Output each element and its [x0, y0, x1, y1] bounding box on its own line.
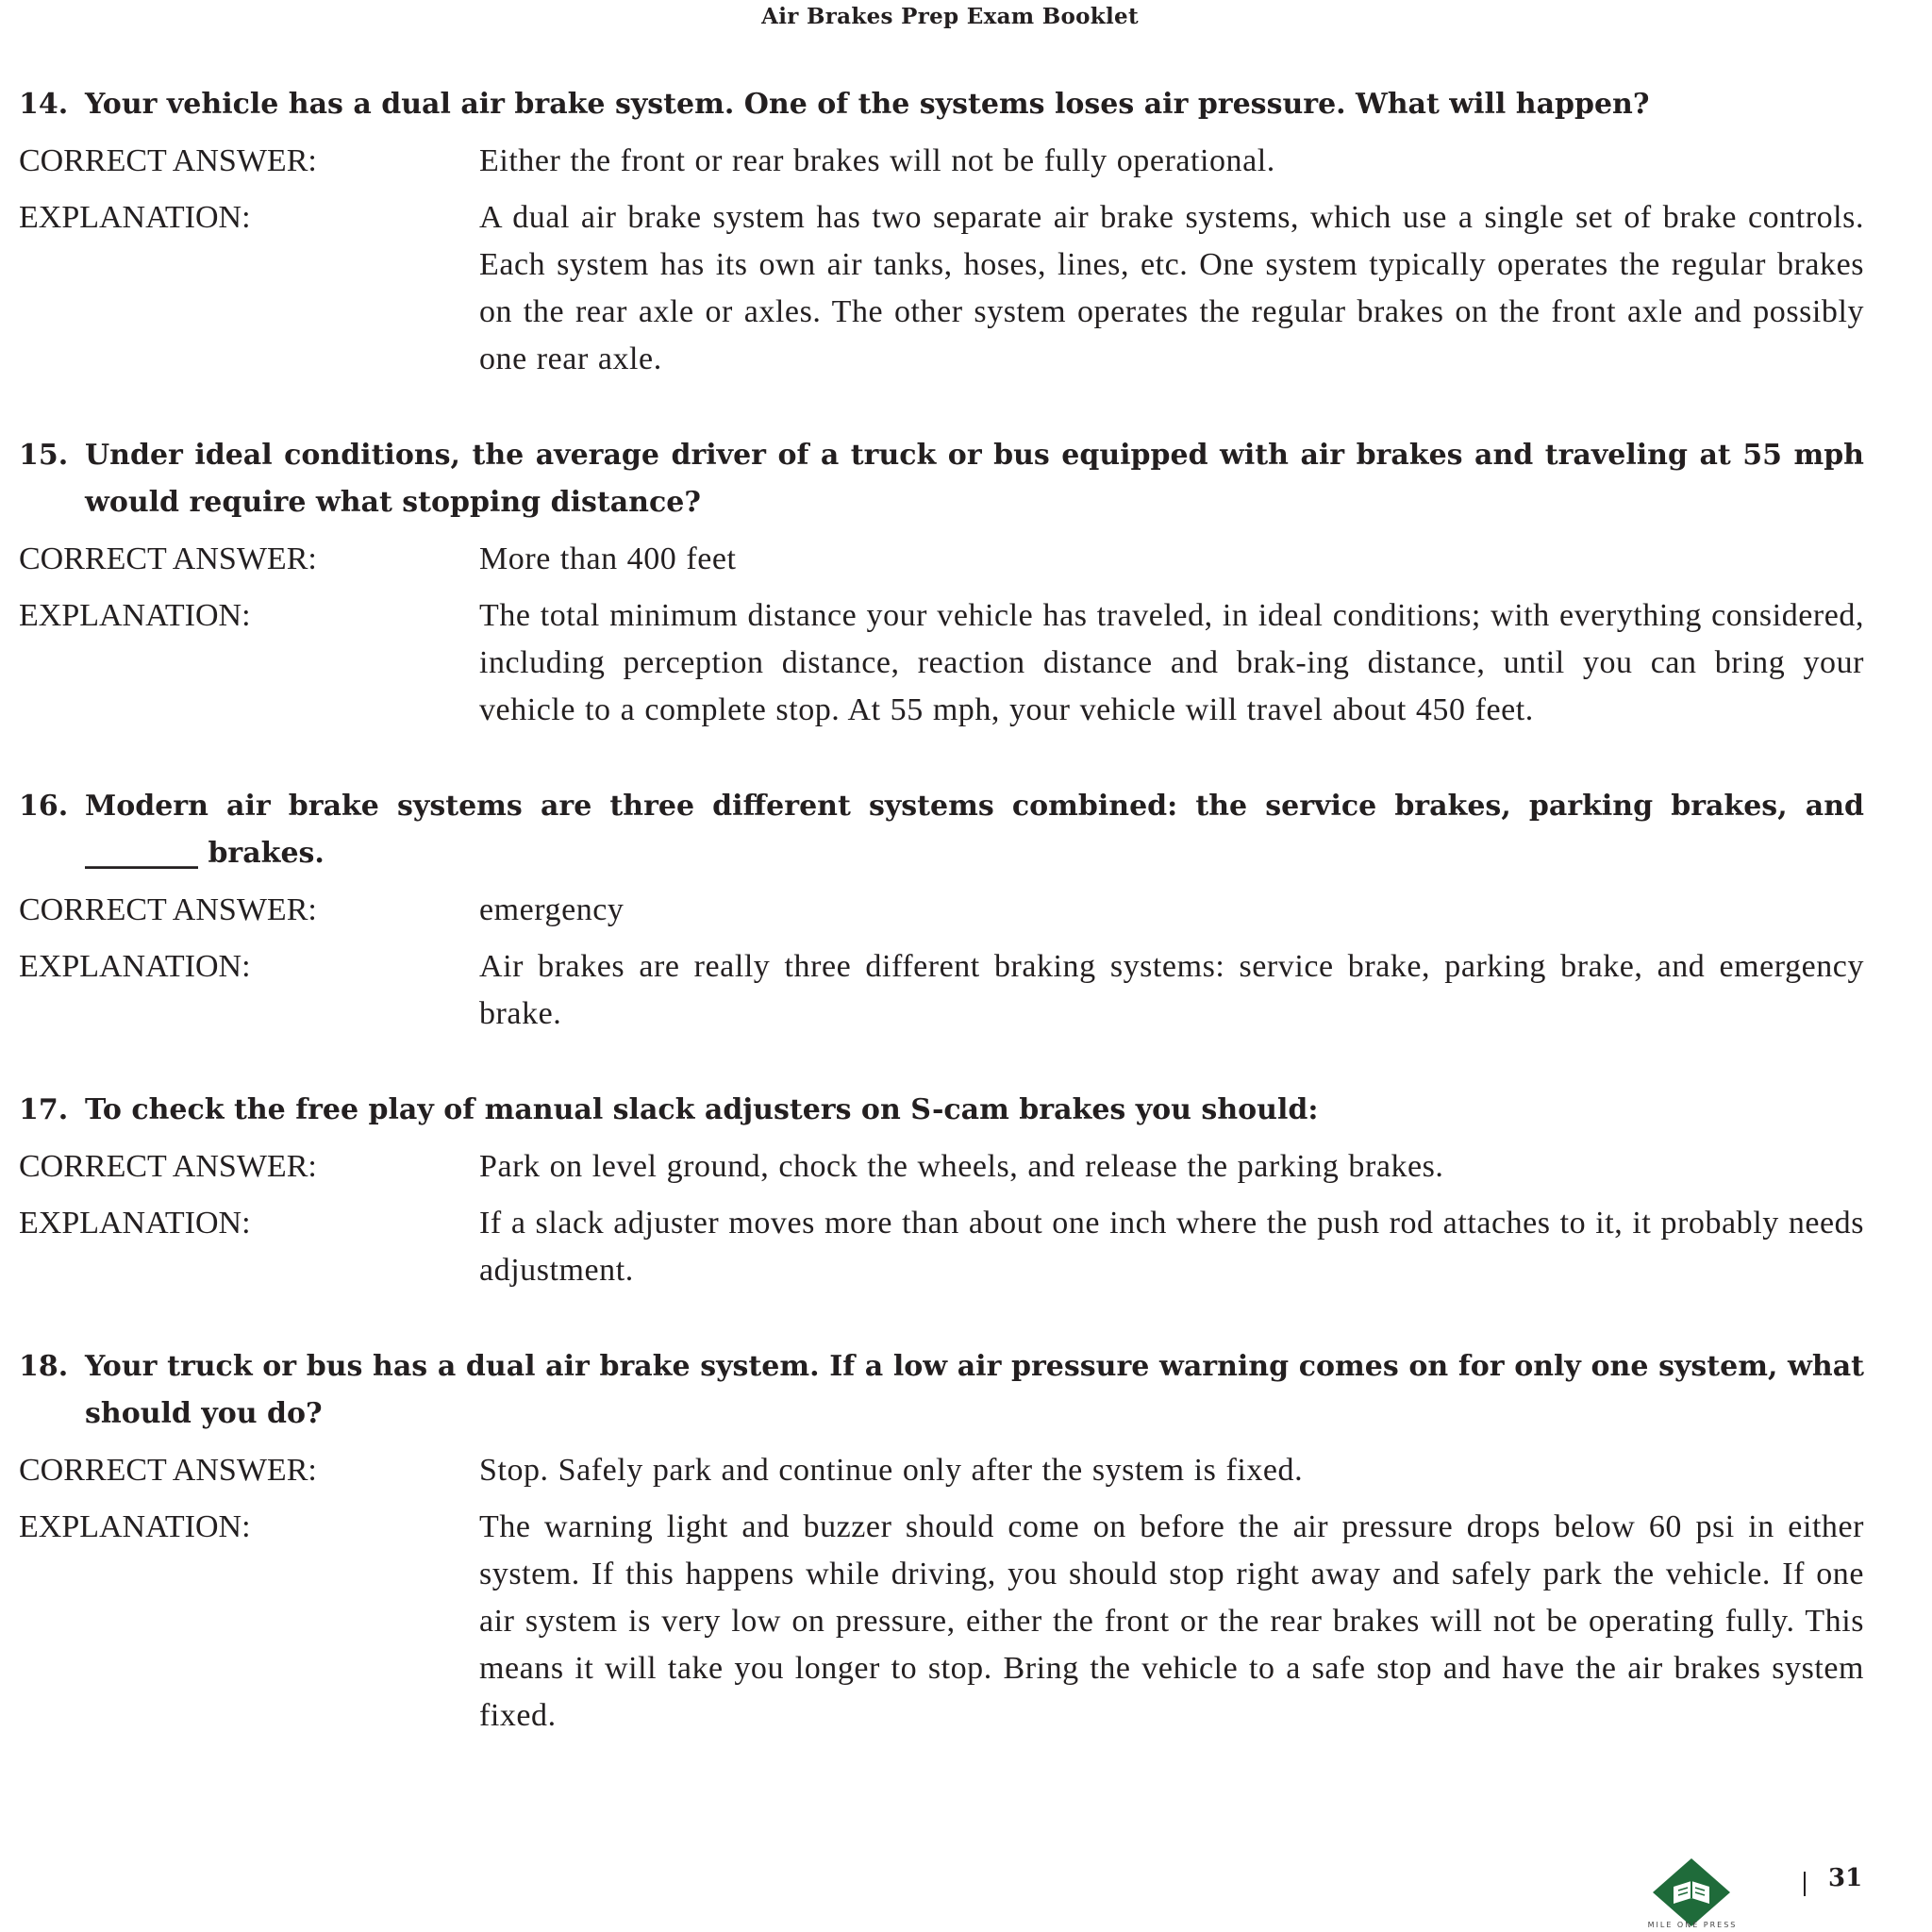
- answer-row: [19, 138, 1864, 185]
- explanation-row: [19, 1200, 1864, 1294]
- answer-row: [19, 1447, 1864, 1494]
- correct-answer-text: Park on level ground, chock the wheels, and release the parking brakes.: [479, 1149, 1444, 1184]
- qa-item-17: [19, 1087, 1864, 1294]
- question-text: [19, 432, 1864, 526]
- explanation-label: EXPLANATION:: [19, 1206, 251, 1241]
- question-body: Your vehicle has a dual air brake system. One of the systems loses air pressure. What will happen?: [85, 88, 1650, 121]
- question-number: 15.: [19, 439, 69, 472]
- explanation-row: [19, 592, 1864, 734]
- question-body: Modern air brake systems are three different systems combined: the service brakes, parking brakes, and ________ brakes.: [85, 790, 1864, 870]
- qa-item-18: [19, 1343, 1864, 1740]
- correct-answer-label: CORRECT ANSWER:: [19, 541, 317, 576]
- page-footer: [0, 1847, 1932, 1932]
- question-number: 16.: [19, 790, 69, 823]
- correct-answer-text: emergency: [479, 892, 625, 927]
- question-number: 17.: [19, 1093, 69, 1126]
- correct-answer-label: CORRECT ANSWER:: [19, 143, 317, 178]
- correct-answer-label: CORRECT ANSWER:: [19, 1453, 317, 1488]
- qa-item-15: [19, 432, 1864, 734]
- question-body: To check the free play of manual slack adjusters on S-cam brakes you should:: [85, 1093, 1319, 1126]
- explanation-text: Air brakes are really three different braking systems: service brake, parking brake, and emergency brake.: [479, 949, 1864, 1031]
- question-text: [19, 1087, 1864, 1134]
- correct-answer-label: CORRECT ANSWER:: [19, 892, 317, 927]
- question-text: [19, 1343, 1864, 1438]
- footer-divider: [1804, 1872, 1806, 1896]
- explanation-label: EXPLANATION:: [19, 949, 251, 984]
- explanation-text: The total minimum distance your vehicle has traveled, in ideal conditions; with everything considered, including perception distance, reaction distance and brak-ing distance, until you can bring your vehicle to a complete stop. At 55 mph, your vehicle will travel about 450 feet.: [479, 598, 1864, 727]
- explanation-label: EXPLANATION:: [19, 598, 251, 633]
- qa-item-16: [19, 783, 1864, 1038]
- qa-item-14: [19, 81, 1864, 383]
- correct-answer-text: Either the front or rear brakes will not be fully operational.: [479, 143, 1275, 178]
- running-head: Air Brakes Prep Exam Booklet: [761, 4, 1139, 29]
- explanation-row: [19, 1504, 1864, 1740]
- question-body: Under ideal conditions, the average driver of a truck or bus equipped with air brakes and traveling at 55 mph would require what stopping distance?: [85, 439, 1864, 519]
- correct-answer-text: Stop. Safely park and continue only after the system is fixed.: [479, 1453, 1304, 1488]
- explanation-text: The warning light and buzzer should come on before the air pressure drops below 60 psi in either system. If this happens while driving, you should stop right away and safely park the vehicle. If one air system is very low on pressure, either the front or the rear brakes will not be operating fully. This means it will take you longer to stop. Bring the vehicle to a safe stop and have the air brakes system fixed.: [479, 1509, 1864, 1733]
- qa-list: [19, 81, 1864, 1789]
- page-number: 31: [1828, 1864, 1863, 1892]
- explanation-text: A dual air brake system has two separate air brake systems, which use a single set of brake controls. Each system has its own air tanks, hoses, lines, etc. One system typically operates the regular brakes on the rear axle or axles. The other system operates the regular brakes on the front axle and possibly one rear axle.: [479, 200, 1864, 376]
- explanation-label: EXPLANATION:: [19, 1509, 251, 1544]
- question-body: Your truck or bus has a dual air brake system. If a low air pressure warning comes on for only one system, what should you do?: [85, 1350, 1864, 1430]
- question-number: 14.: [19, 88, 69, 121]
- question-text: [19, 81, 1864, 128]
- correct-answer-label: CORRECT ANSWER:: [19, 1149, 317, 1184]
- answer-row: [19, 1143, 1864, 1191]
- explanation-label: EXPLANATION:: [19, 200, 251, 235]
- answer-row: [19, 536, 1864, 583]
- correct-answer-text: More than 400 feet: [479, 541, 737, 576]
- explanation-text: If a slack adjuster moves more than about one inch where the push rod attaches to it, it probably needs adjustment.: [479, 1206, 1864, 1288]
- explanation-row: [19, 943, 1864, 1038]
- explanation-row: [19, 194, 1864, 383]
- publisher-name: MILE ONE PRESS: [1647, 1921, 1738, 1929]
- question-number: 18.: [19, 1350, 69, 1383]
- question-text: [19, 783, 1864, 877]
- answer-row: [19, 887, 1864, 934]
